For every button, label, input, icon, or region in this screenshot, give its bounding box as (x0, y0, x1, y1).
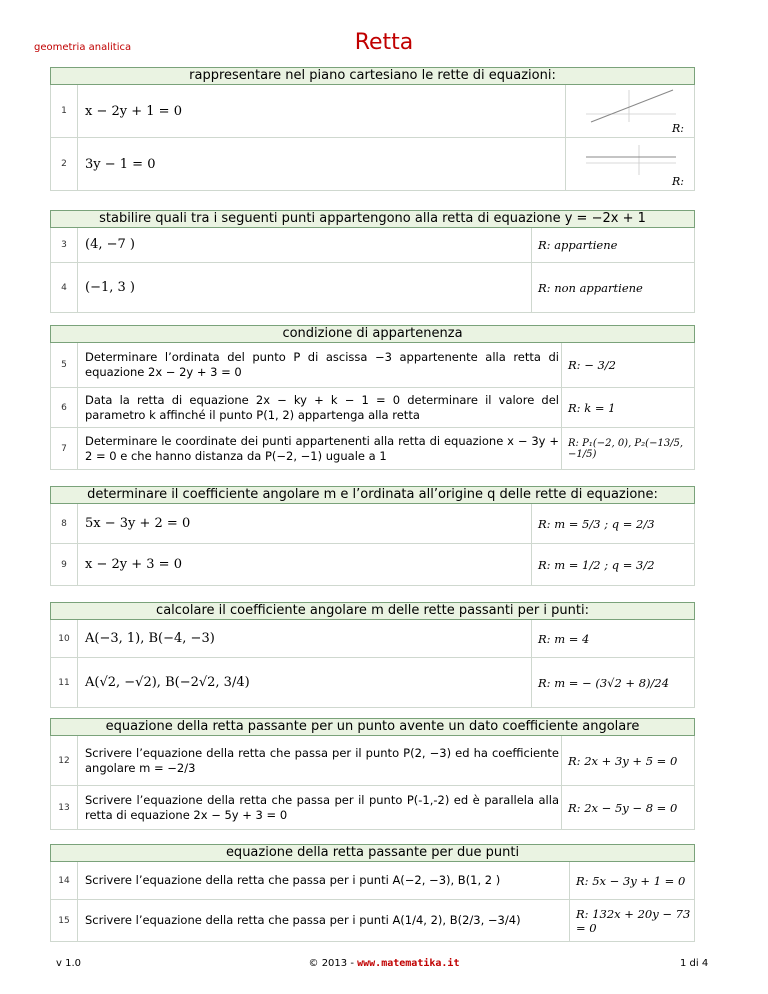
section-title: equazione della retta passante per due punti (50, 844, 695, 862)
exercise-number: 3 (61, 240, 67, 250)
exercise-row (50, 343, 695, 388)
exercise-row (50, 388, 695, 428)
exercise-number: 15 (58, 915, 70, 926)
exercise-row (50, 862, 695, 900)
answer-text: R: k = 1 (568, 400, 616, 415)
answer-text: R: m = 5/3 ; q = 2/3 (538, 516, 655, 531)
answer-text: R: 132x + 20y − 73 = 0 (576, 906, 691, 935)
plot-thumbnail (581, 88, 681, 124)
exercise-text: Scrivere l’equazione della retta che passa per i punti A(1/4, 2), B(2/3, −3/4) (85, 913, 521, 927)
exercise-equation: x − 2y + 1 = 0 (85, 103, 182, 119)
answer-text: R: 5x − 3y + 1 = 0 (576, 873, 686, 888)
exercise-row (50, 786, 695, 830)
exercise-points: A(−3, 1), B(−4, −3) (85, 630, 215, 646)
exercise-row (50, 263, 695, 313)
exercise-row (50, 228, 695, 263)
exercise-number: 7 (61, 443, 67, 454)
exercise-number: 14 (58, 875, 70, 886)
exercise-number: 5 (61, 360, 67, 370)
answer-text: R: − 3/2 (568, 358, 616, 372)
exercise-text: Scrivere l’equazione della retta che passa per il punto P(2, −3) ed ha coefficiente angolare m = −2/3 (85, 745, 559, 775)
column-divider (77, 900, 78, 941)
column-divider (77, 428, 78, 469)
column-divider (77, 343, 78, 387)
column-divider (77, 736, 78, 785)
exercise-row (50, 504, 695, 544)
exercise-number: 9 (61, 559, 67, 570)
exercise-text: Data la retta di equazione 2x − ky + k − 1 = 0 determinare il valore del parametro k affinché il punto P(1, 2) appartenga alla retta (85, 392, 559, 422)
exercise-row (50, 620, 695, 658)
answer-text: R: 2x + 3y + 5 = 0 (568, 753, 678, 768)
column-divider (565, 85, 566, 137)
section-title: stabilire quali tra i seguenti punti appartengono alla retta di equazione y = −2x + 1 (50, 210, 695, 228)
column-divider (77, 620, 78, 657)
exercise-row (50, 428, 695, 470)
column-divider (77, 544, 78, 585)
exercise-point: (4, −7 ) (85, 237, 135, 252)
column-divider (77, 504, 78, 543)
answer-label: R: (672, 175, 684, 188)
exercise-number: 10 (58, 633, 70, 644)
column-divider (77, 85, 78, 137)
exercise-number: 12 (58, 755, 70, 766)
answer-label: R: (672, 122, 684, 135)
column-divider (77, 138, 78, 190)
exercise-row (50, 544, 695, 586)
exercise-text: Determinare l’ordinata del punto P di ascissa −3 appartenente alla retta di equazione 2x − 2y + 3 = 0 (85, 350, 559, 379)
footer-copyright (0, 958, 768, 969)
exercise-number: 4 (61, 282, 67, 293)
answer-text: R: m = 4 (538, 631, 590, 646)
exercise-row (50, 900, 695, 942)
plot-thumbnail (581, 143, 681, 177)
site-link[interactable]: www.matematika.it (357, 958, 460, 969)
answer-text: R: 2x − 5y − 8 = 0 (568, 800, 678, 815)
column-divider (77, 658, 78, 707)
column-divider (77, 862, 78, 899)
exercise-equation: x − 2y + 3 = 0 (85, 556, 182, 572)
exercise-point: (−1, 3 ) (85, 279, 135, 295)
column-divider (565, 138, 566, 190)
footer-version: v 1.0 (56, 958, 81, 969)
answer-text: R: P₁(−2, 0), P₂(−13/5, −1/5) (568, 437, 684, 460)
exercise-text: Scrivere l’equazione della retta che passa per il punto P(-1,-2) ed è parallela alla retta di equazione 2x − 5y + 3 = 0 (85, 792, 559, 822)
answer-text: R: m = 1/2 ; q = 3/2 (538, 557, 655, 572)
section-title: rappresentare nel piano cartesiano le rette di equazioni: (50, 67, 695, 85)
exercise-number: 11 (58, 677, 70, 688)
section-title: calcolare il coefficiente angolare m delle rette passanti per i punti: (50, 602, 695, 620)
exercise-row (50, 85, 695, 138)
header-subject: geometria analitica (34, 42, 132, 53)
exercise-points: A(√2, −√2), B(−2√2, 3/4) (85, 674, 250, 690)
answer-text: R: non appartiene (538, 280, 643, 295)
exercise-row (50, 138, 695, 191)
exercise-equation: 5x − 3y + 2 = 0 (85, 515, 191, 531)
exercise-text: Scrivere l’equazione della retta che passa per i punti A(−2, −3), B(1, 2 ) (85, 873, 501, 887)
exercise-number: 1 (61, 106, 67, 116)
column-divider (77, 228, 78, 262)
column-divider (77, 786, 78, 829)
exercise-row (50, 736, 695, 786)
copyright-text: © 2013 - (308, 958, 358, 969)
section-title: determinare il coefficiente angolare m e l’ordinata all’origine q delle rette di equazione: (50, 486, 695, 504)
answer-text: R: appartiene (538, 238, 618, 252)
exercise-number: 8 (61, 518, 67, 529)
exercise-number: 6 (61, 402, 67, 413)
footer-page-number: 1 di 4 (680, 958, 709, 969)
exercise-text: Determinare le coordinate dei punti appartenenti alla retta di equazione x − 3y + 2 = 0 e che hanno distanza da P(−2, −1) uguale a 1 (85, 433, 559, 463)
page-title: Retta (354, 30, 414, 55)
exercise-equation: 3y − 1 = 0 (85, 156, 156, 172)
exercise-number: 2 (61, 159, 67, 169)
answer-text: R: m = − (3√2 + 8)/24 (538, 675, 670, 690)
section-title: condizione di appartenenza (50, 325, 695, 343)
column-divider (77, 388, 78, 427)
exercise-number: 13 (58, 802, 70, 813)
column-divider (77, 263, 78, 312)
section-title: equazione della retta passante per un punto avente un dato coefficiente angolare (50, 718, 695, 736)
exercise-row (50, 658, 695, 708)
